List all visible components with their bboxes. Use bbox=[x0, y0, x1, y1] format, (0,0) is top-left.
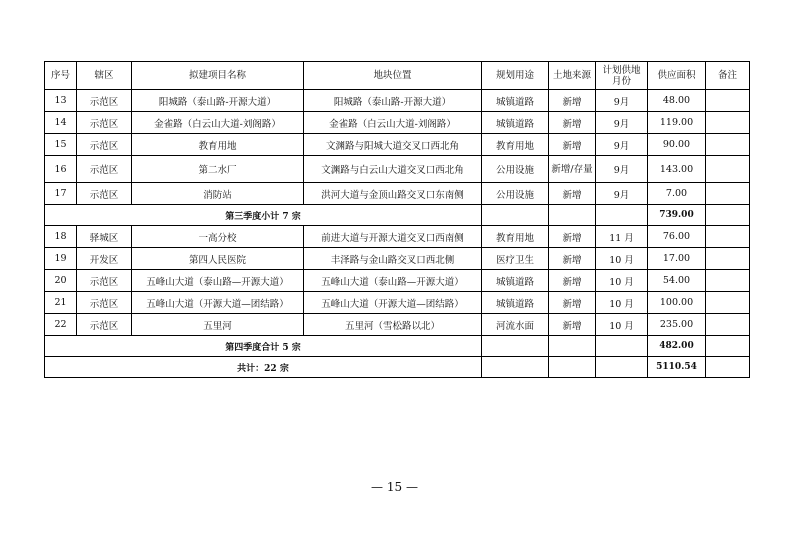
cell-empty bbox=[482, 205, 549, 226]
cell-area: 143.00 bbox=[648, 156, 706, 183]
cell-area: 90.00 bbox=[648, 134, 706, 156]
cell-location: 五里河（雪松路以北） bbox=[304, 314, 482, 336]
cell-empty bbox=[706, 357, 750, 378]
cell-empty bbox=[596, 336, 648, 357]
cell-source: 新增 bbox=[549, 248, 596, 270]
cell-source: 新增 bbox=[549, 270, 596, 292]
cell-note bbox=[706, 292, 750, 314]
header-land-source: 土地来源 bbox=[549, 62, 596, 90]
cell-month: 9月 bbox=[596, 156, 648, 183]
cell-empty bbox=[706, 205, 750, 226]
cell-note bbox=[706, 112, 750, 134]
cell-use: 公用设施 bbox=[482, 156, 549, 183]
cell-use: 城镇道路 bbox=[482, 292, 549, 314]
cell-note bbox=[706, 314, 750, 336]
cell-district: 驿城区 bbox=[77, 226, 132, 248]
header-supply-month: 计划供地月份 bbox=[596, 62, 648, 90]
cell-empty bbox=[549, 205, 596, 226]
cell-note bbox=[706, 90, 750, 112]
cell-source: 新增 bbox=[549, 314, 596, 336]
cell-district: 示范区 bbox=[77, 90, 132, 112]
cell-project-name: 五峰山大道（开源大道—团结路） bbox=[132, 292, 304, 314]
cell-empty bbox=[482, 336, 549, 357]
cell-project-name: 第四人民医院 bbox=[132, 248, 304, 270]
subtotal-label: 第三季度小计 7 宗 bbox=[45, 205, 482, 226]
cell-area: 76.00 bbox=[648, 226, 706, 248]
subtotal-area: 482.00 bbox=[648, 336, 706, 357]
cell-note bbox=[706, 226, 750, 248]
cell-month: 10 月 bbox=[596, 248, 648, 270]
header-location: 地块位置 bbox=[304, 62, 482, 90]
cell-area: 100.00 bbox=[648, 292, 706, 314]
cell-area: 235.00 bbox=[648, 314, 706, 336]
total-area: 5110.54 bbox=[648, 357, 706, 378]
header-remarks: 备注 bbox=[706, 62, 750, 90]
table-row bbox=[45, 156, 750, 183]
cell-index: 16 bbox=[45, 156, 77, 183]
cell-project-name: 教育用地 bbox=[132, 134, 304, 156]
cell-index: 21 bbox=[45, 292, 77, 314]
cell-index: 19 bbox=[45, 248, 77, 270]
cell-location: 金雀路（白云山大道-刘阁路） bbox=[304, 112, 482, 134]
cell-index: 17 bbox=[45, 183, 77, 205]
land-supply-table bbox=[44, 61, 750, 378]
cell-use: 城镇道路 bbox=[482, 270, 549, 292]
cell-index: 13 bbox=[45, 90, 77, 112]
subtotal-row-q3 bbox=[45, 205, 750, 226]
table-row bbox=[45, 314, 750, 336]
cell-project-name: 金雀路（白云山大道-刘阁路） bbox=[132, 112, 304, 134]
cell-note bbox=[706, 248, 750, 270]
cell-project-name: 阳城路（泰山路-开源大道） bbox=[132, 90, 304, 112]
cell-district: 示范区 bbox=[77, 134, 132, 156]
cell-use: 教育用地 bbox=[482, 226, 549, 248]
cell-index: 14 bbox=[45, 112, 77, 134]
table-row bbox=[45, 183, 750, 205]
header-supply-area: 供应面积 bbox=[648, 62, 706, 90]
cell-project-name: 五峰山大道（泰山路—开源大道） bbox=[132, 270, 304, 292]
cell-note bbox=[706, 183, 750, 205]
cell-district: 示范区 bbox=[77, 314, 132, 336]
cell-area: 119.00 bbox=[648, 112, 706, 134]
page-number: — 15 — bbox=[371, 480, 418, 494]
cell-note bbox=[706, 134, 750, 156]
cell-area: 54.00 bbox=[648, 270, 706, 292]
cell-note bbox=[706, 270, 750, 292]
cell-district: 开发区 bbox=[77, 248, 132, 270]
subtotal-area: 739.00 bbox=[648, 205, 706, 226]
cell-project-name: 消防站 bbox=[132, 183, 304, 205]
cell-use: 教育用地 bbox=[482, 134, 549, 156]
cell-index: 15 bbox=[45, 134, 77, 156]
cell-area: 17.00 bbox=[648, 248, 706, 270]
cell-district: 示范区 bbox=[77, 112, 132, 134]
table-row bbox=[45, 134, 750, 156]
cell-use: 城镇道路 bbox=[482, 112, 549, 134]
cell-area: 48.00 bbox=[648, 90, 706, 112]
cell-source: 新增 bbox=[549, 226, 596, 248]
cell-month: 9月 bbox=[596, 134, 648, 156]
table-row bbox=[45, 292, 750, 314]
cell-use: 医疗卫生 bbox=[482, 248, 549, 270]
cell-project-name: 一高分校 bbox=[132, 226, 304, 248]
subtotal-label: 第四季度合计 5 宗 bbox=[45, 336, 482, 357]
cell-location: 文渊路与白云山大道交叉口西北角 bbox=[304, 156, 482, 183]
cell-month: 9月 bbox=[596, 90, 648, 112]
cell-use: 河流水面 bbox=[482, 314, 549, 336]
cell-empty bbox=[549, 336, 596, 357]
table-row bbox=[45, 270, 750, 292]
cell-month: 10 月 bbox=[596, 292, 648, 314]
cell-empty bbox=[549, 357, 596, 378]
header-district: 辖区 bbox=[77, 62, 132, 90]
header-index: 序号 bbox=[45, 62, 77, 90]
cell-month: 9月 bbox=[596, 183, 648, 205]
table-header-row bbox=[45, 62, 750, 90]
cell-source: 新增 bbox=[549, 183, 596, 205]
cell-index: 18 bbox=[45, 226, 77, 248]
subtotal-row-q4 bbox=[45, 336, 750, 357]
table-row bbox=[45, 248, 750, 270]
cell-source: 新增 bbox=[549, 112, 596, 134]
header-project-name: 拟建项目名称 bbox=[132, 62, 304, 90]
cell-month: 9月 bbox=[596, 112, 648, 134]
cell-month: 11 月 bbox=[596, 226, 648, 248]
cell-use: 城镇道路 bbox=[482, 90, 549, 112]
cell-note bbox=[706, 156, 750, 183]
cell-location: 五峰山大道（开源大道—团结路） bbox=[304, 292, 482, 314]
cell-empty bbox=[706, 336, 750, 357]
cell-source: 新增 bbox=[549, 90, 596, 112]
cell-source: 新增/存量 bbox=[549, 156, 596, 183]
cell-empty bbox=[482, 357, 549, 378]
cell-source: 新增 bbox=[549, 134, 596, 156]
cell-use: 公用设施 bbox=[482, 183, 549, 205]
cell-district: 示范区 bbox=[77, 270, 132, 292]
cell-project-name: 五里河 bbox=[132, 314, 304, 336]
cell-district: 示范区 bbox=[77, 156, 132, 183]
cell-month: 10 月 bbox=[596, 314, 648, 336]
cell-district: 示范区 bbox=[77, 183, 132, 205]
table-row bbox=[45, 112, 750, 134]
cell-location: 丰泽路与金山路交叉口西北侧 bbox=[304, 248, 482, 270]
cell-area: 7.00 bbox=[648, 183, 706, 205]
table-row bbox=[45, 90, 750, 112]
cell-location: 洪河大道与金顶山路交叉口东南侧 bbox=[304, 183, 482, 205]
cell-empty bbox=[596, 205, 648, 226]
cell-index: 22 bbox=[45, 314, 77, 336]
cell-location: 阳城路（泰山路-开源大道） bbox=[304, 90, 482, 112]
cell-project-name: 第二水厂 bbox=[132, 156, 304, 183]
total-label: 共计：22 宗 bbox=[45, 357, 482, 378]
cell-empty bbox=[596, 357, 648, 378]
cell-location: 文渊路与阳城大道交叉口西北角 bbox=[304, 134, 482, 156]
cell-location: 五峰山大道（泰山路—开源大道） bbox=[304, 270, 482, 292]
table-row bbox=[45, 226, 750, 248]
cell-location: 前进大道与开源大道交叉口西南侧 bbox=[304, 226, 482, 248]
cell-index: 20 bbox=[45, 270, 77, 292]
header-planned-use: 规划用途 bbox=[482, 62, 549, 90]
cell-district: 示范区 bbox=[77, 292, 132, 314]
total-row bbox=[45, 357, 750, 378]
cell-month: 10 月 bbox=[596, 270, 648, 292]
cell-source: 新增 bbox=[549, 292, 596, 314]
